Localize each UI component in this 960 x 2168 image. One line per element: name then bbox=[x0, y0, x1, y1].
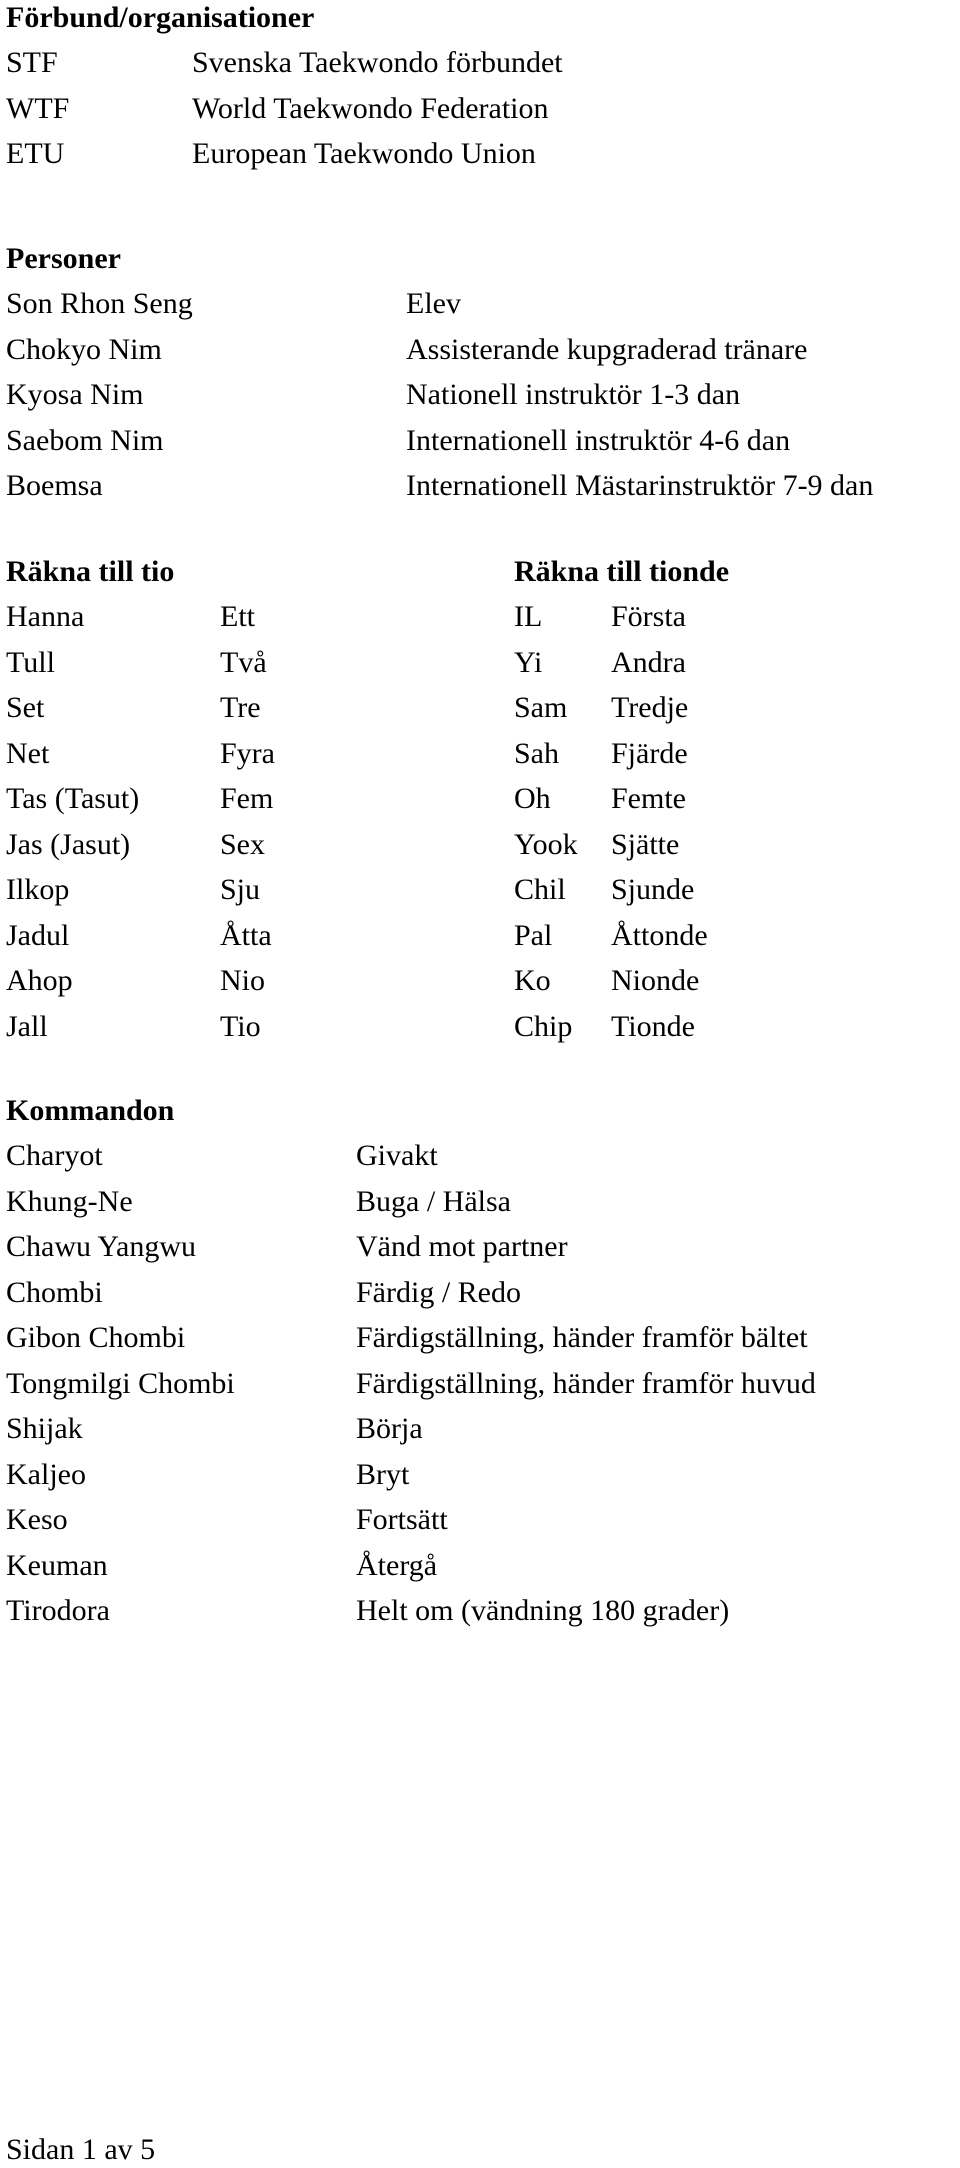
count-swedish: Tio bbox=[220, 1009, 261, 1043]
command-term: Chawu Yangwu bbox=[6, 1230, 197, 1263]
ordinal-swedish: Nionde bbox=[611, 964, 700, 997]
ordinal-korean: Yook bbox=[514, 827, 578, 861]
count-swedish: Fem bbox=[220, 782, 274, 815]
command-meaning: Fortsätt bbox=[356, 1503, 448, 1536]
person-title-term: Kyosa Nim bbox=[6, 378, 144, 411]
count-korean: Tas (Tasut) bbox=[6, 782, 140, 815]
org-abbreviation: ETU bbox=[6, 137, 65, 170]
count-korean: Set bbox=[6, 691, 45, 724]
section-heading-commands: Kommandon bbox=[6, 1094, 175, 1127]
ordinal-korean: Yi bbox=[514, 645, 543, 679]
count-korean: Jadul bbox=[6, 918, 70, 952]
page-number: Sidan 1 av 5 bbox=[6, 2133, 156, 2166]
count-swedish: Ett bbox=[220, 600, 255, 633]
org-abbreviation: WTF bbox=[6, 91, 70, 125]
command-term: Tongmilgi Chombi bbox=[6, 1366, 235, 1400]
ordinal-korean: Pal bbox=[514, 918, 553, 952]
command-term: Khung-Ne bbox=[6, 1184, 133, 1218]
command-meaning: Färdig / Redo bbox=[356, 1275, 521, 1309]
count-korean: Jall bbox=[6, 1009, 48, 1043]
person-title-term: Son Rhon Seng bbox=[6, 287, 193, 320]
count-korean: Tull bbox=[6, 645, 55, 679]
ordinal-korean: Oh bbox=[514, 782, 551, 815]
person-title-meaning: Internationell Mästarinstruktör 7-9 dan bbox=[406, 469, 874, 502]
org-abbreviation: STF bbox=[6, 46, 58, 79]
section-heading-count-to-tenth: Räkna till tionde bbox=[514, 555, 730, 588]
section-heading-organizations: Förbund/organisationer bbox=[6, 1, 315, 34]
ordinal-swedish: Andra bbox=[611, 645, 686, 679]
person-title-term: Saebom Nim bbox=[6, 423, 164, 457]
ordinal-swedish: Första bbox=[611, 600, 686, 633]
ordinal-swedish: Tionde bbox=[611, 1009, 695, 1043]
command-term: Chombi bbox=[6, 1275, 103, 1309]
command-term: Keuman bbox=[6, 1548, 108, 1582]
command-meaning: Återgå bbox=[356, 1548, 438, 1582]
count-korean: Ilkop bbox=[6, 873, 70, 906]
command-term: Shijak bbox=[6, 1412, 83, 1445]
person-title-meaning: Internationell instruktör 4-6 dan bbox=[406, 423, 791, 457]
ordinal-swedish: Åttonde bbox=[611, 918, 708, 952]
command-term: Tirodora bbox=[6, 1594, 110, 1627]
org-full-name: European Taekwondo Union bbox=[192, 137, 536, 170]
ordinal-korean: Sam bbox=[514, 691, 568, 724]
ordinal-swedish: Sjätte bbox=[611, 827, 680, 861]
count-korean: Ahop bbox=[6, 964, 73, 997]
person-title-term: Boemsa bbox=[6, 469, 103, 502]
count-korean: Net bbox=[6, 736, 50, 770]
person-title-meaning: Assisterande kupgraderad tränare bbox=[406, 332, 808, 366]
org-full-name: World Taekwondo Federation bbox=[192, 91, 549, 125]
ordinal-korean: Sah bbox=[514, 736, 559, 770]
ordinal-swedish: Sjunde bbox=[611, 873, 695, 906]
ordinal-swedish: Tredje bbox=[611, 691, 689, 724]
count-swedish: Sex bbox=[220, 827, 265, 861]
command-term: Gibon Chombi bbox=[6, 1321, 186, 1354]
command-meaning: Börja bbox=[356, 1412, 423, 1445]
count-swedish: Tre bbox=[220, 691, 261, 724]
ordinal-korean: Chil bbox=[514, 873, 566, 906]
org-full-name: Svenska Taekwondo förbundet bbox=[192, 46, 563, 79]
command-term: Kaljeo bbox=[6, 1457, 86, 1491]
ordinal-swedish: Femte bbox=[611, 782, 686, 815]
command-meaning: Buga / Hälsa bbox=[356, 1184, 511, 1218]
count-korean: Jas (Jasut) bbox=[6, 827, 131, 861]
ordinal-korean: Ko bbox=[514, 964, 551, 997]
ordinal-korean: Chip bbox=[514, 1009, 573, 1043]
count-swedish: Åtta bbox=[220, 918, 272, 952]
count-swedish: Nio bbox=[220, 964, 265, 997]
person-title-meaning: Nationell instruktör 1-3 dan bbox=[406, 378, 741, 411]
section-heading-count-to-ten: Räkna till tio bbox=[6, 555, 175, 588]
ordinal-swedish: Fjärde bbox=[611, 736, 688, 770]
command-meaning: Färdigställning, händer framför huvud bbox=[356, 1366, 816, 1400]
person-title-term: Chokyo Nim bbox=[6, 332, 162, 366]
person-title-meaning: Elev bbox=[406, 287, 461, 320]
count-swedish: Fyra bbox=[220, 736, 275, 770]
count-korean: Hanna bbox=[6, 600, 85, 633]
command-meaning: Vänd mot partner bbox=[356, 1230, 568, 1263]
command-meaning: Helt om (vändning 180 grader) bbox=[356, 1594, 730, 1627]
ordinal-korean: IL bbox=[514, 600, 543, 633]
count-swedish: Två bbox=[220, 645, 267, 679]
command-meaning: Givakt bbox=[356, 1139, 438, 1172]
command-meaning: Bryt bbox=[356, 1457, 410, 1491]
count-swedish: Sju bbox=[220, 873, 261, 906]
command-term: Charyot bbox=[6, 1139, 103, 1172]
command-meaning: Färdigställning, händer framför bältet bbox=[356, 1321, 808, 1354]
command-term: Keso bbox=[6, 1503, 68, 1536]
section-heading-persons: Personer bbox=[6, 242, 121, 275]
